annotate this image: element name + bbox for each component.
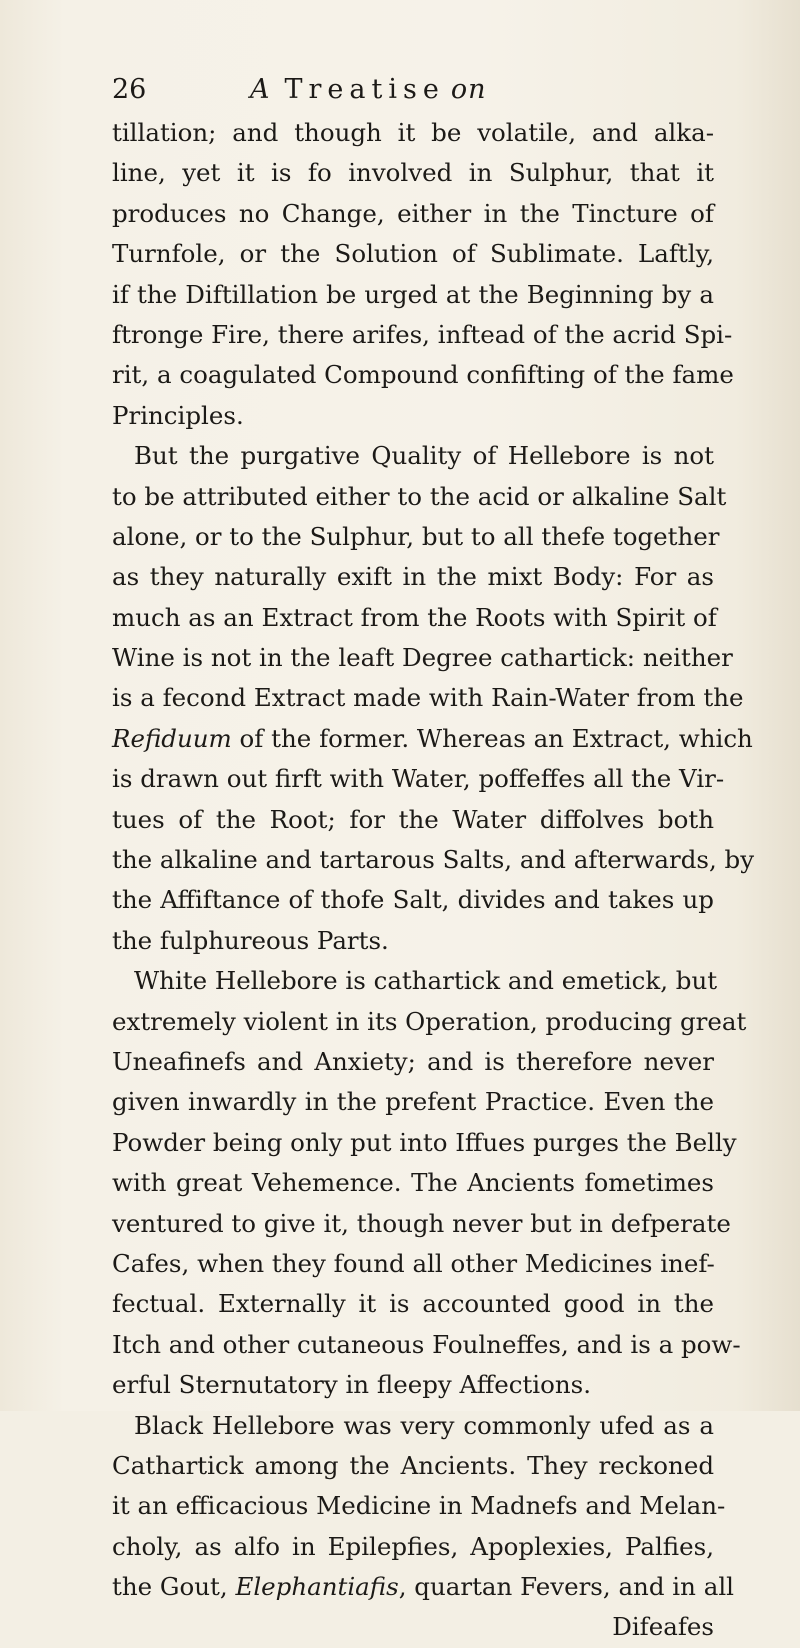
text-line-elephantiasis [112, 1567, 734, 1607]
running-header [112, 70, 712, 110]
text-line: Itch and other cutaneous Foulneffes, and is a pow- [112, 1329, 741, 1359]
text-line: with great Vehemence. The Ancients fometimes [112, 1168, 714, 1198]
text-line-residuum [112, 719, 753, 759]
text-line: much as an Extract from the Roots with Spirit of [112, 602, 717, 632]
text-line: ventured to give it, though never but in defperate [112, 1208, 731, 1238]
body-text [112, 113, 755, 1648]
paragraph-start-line: But the purgative Quality of Hellebore is not [134, 441, 714, 471]
text-line: Uneafinefs and Anxiety; and is therefore never [112, 1046, 714, 1076]
text-line: as they naturally exift in the mixt Body: For as [112, 562, 714, 592]
running-title-word: Treatise [284, 74, 445, 105]
paragraph-start-line: Black Hellebore was very commonly ufed as a [134, 1410, 714, 1440]
text-line: tues of the Root; for the Water diffolves both [112, 804, 714, 834]
text-line: Turnfole, or the Solution of Sublimate. Laftly, [112, 239, 714, 269]
text-line: it an efficacious Medicine in Madnefs and Melan- [112, 1491, 726, 1521]
running-title-article: A [250, 74, 271, 105]
text-line: is a fecond Extract made with Rain-Water from the [112, 683, 744, 713]
text-line: Cathartick among the Ancients. They reckoned [112, 1450, 714, 1480]
text-line: line, yet it is fo involved in Sulphur, that it [112, 158, 714, 188]
text-line: tillation; and though it be volatile, and alka- [112, 118, 714, 147]
italic-residuum: Refiduum [112, 723, 232, 753]
italic-elephantiasis: Elephantiafis [235, 1572, 399, 1602]
text-line: fectual. Externally it is accounted good in the [112, 1289, 714, 1319]
text-line: is drawn out firft with Water, poffeffes all the Vir- [112, 764, 725, 794]
residuum-line-rest: of the former. Whereas an Extract, which [231, 723, 753, 753]
running-title-preposition: on [450, 74, 487, 105]
page-number: 26 [112, 74, 147, 105]
paragraph-start-line: White Hellebore is cathartick and emetick, but [134, 966, 718, 996]
paragraph-end-line: Principles. [112, 400, 244, 430]
catchword: Difeafes [612, 1612, 714, 1642]
text-line: given inwardly in the prefent Practice. Even the [112, 1087, 714, 1117]
text-line: choly, as alfo in Epilepfies, Apoplexies, Palfies, [112, 1531, 714, 1561]
text-line: produces no Change, either in the Tincture of [112, 198, 714, 228]
running-title [250, 70, 486, 110]
elephantiasis-line-rest: , quartan Fevers, and in all [398, 1572, 734, 1602]
text-line: Cafes, when they found all other Medicines inef- [112, 1248, 715, 1278]
text-line: extremely violent in its Operation, producing great [112, 1006, 747, 1036]
text-line: the alkaline and tartarous Salts, and afterwards, by [112, 845, 755, 875]
text-line: if the Diftillation be urged at the Beginning by a [112, 279, 714, 309]
text-line: Powder being only put into Iffues purges the Belly [112, 1127, 737, 1157]
text-line: to be attributed either to the acid or alkaline Salt [112, 481, 727, 511]
text-line: ftronge Fire, there arifes, inftead of the acrid Spi- [112, 319, 733, 349]
elephantiasis-line-start: the Gout, [112, 1572, 236, 1602]
text-line: rit, a coagulated Compound confifting of the fame [112, 360, 734, 390]
text-line: Wine is not in the leaft Degree cathartick: neither [112, 643, 733, 673]
paragraph-end-line: the fulphureous Parts. [112, 925, 389, 955]
text-line: the Affiftance of thofe Salt, divides and takes up [112, 885, 714, 915]
text-line: alone, or to the Sulphur, but to all thefe together [112, 521, 720, 551]
paragraph-end-line: erful Sternutatory in fleepy Affections. [112, 1370, 591, 1400]
